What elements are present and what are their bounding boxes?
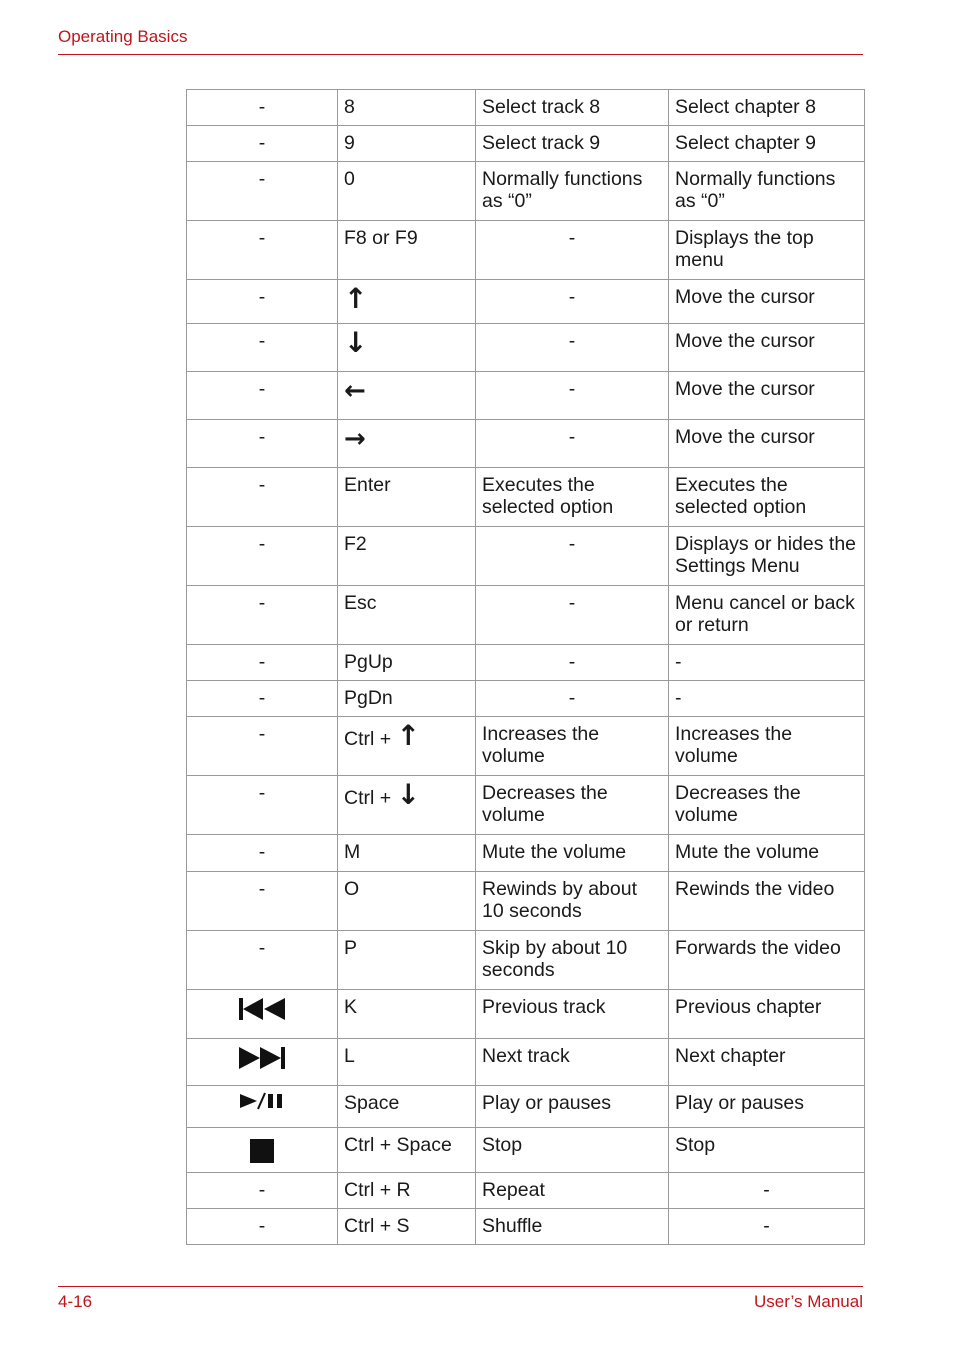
media-key-cell: [187, 1086, 338, 1128]
audio-function-cell: -: [476, 280, 669, 324]
keyboard-key-cell: P: [338, 931, 476, 990]
table-row: [187, 872, 865, 931]
audio-function-cell: Shuffle: [476, 1209, 669, 1245]
video-function-cell: Rewinds the video: [669, 872, 865, 931]
keyboard-key-cell: Ctrl + R: [338, 1173, 476, 1209]
arrow-down-icon: ↓: [396, 778, 421, 811]
table-row: [187, 324, 865, 372]
video-function-cell: Displays or hides the Settings Menu: [669, 527, 865, 586]
table-row: [187, 1086, 865, 1128]
media-key-cell: -: [187, 835, 338, 872]
audio-function-cell: -: [476, 221, 669, 280]
keyboard-key-cell: 8: [338, 90, 476, 126]
key-combo-label: Ctrl +: [344, 728, 397, 750]
media-key-cell: [187, 1039, 338, 1086]
table-row: [187, 126, 865, 162]
media-key-cell: [187, 1128, 338, 1173]
video-function-cell: -: [669, 645, 865, 681]
video-function-cell: -: [669, 681, 865, 717]
video-function-cell: Decreases the volume: [669, 776, 865, 835]
table-row: [187, 990, 865, 1039]
media-key-cell: -: [187, 420, 338, 468]
video-function-cell: -: [669, 1209, 865, 1245]
audio-function-cell: Rewinds by about 10 seconds: [476, 872, 669, 931]
audio-function-cell: Skip by about 10 seconds: [476, 931, 669, 990]
table-row: [187, 162, 865, 221]
video-function-cell: Next chapter: [669, 1039, 865, 1086]
keyboard-key-cell: 0: [338, 162, 476, 221]
audio-function-cell: Previous track: [476, 990, 669, 1039]
video-function-cell: Increases the volume: [669, 717, 865, 776]
table-row: [187, 1173, 865, 1209]
play-pause-icon: [239, 1092, 285, 1110]
video-function-cell: Move the cursor: [669, 324, 865, 372]
video-function-cell: Displays the top menu: [669, 221, 865, 280]
table-row: [187, 280, 865, 324]
media-key-cell: [187, 990, 338, 1039]
video-function-cell: Move the cursor: [669, 372, 865, 420]
media-key-cell: -: [187, 90, 338, 126]
stop-icon: [249, 1138, 275, 1164]
video-function-cell: Normally functions as “0”: [669, 162, 865, 221]
media-key-cell: -: [187, 872, 338, 931]
audio-function-cell: Select track 9: [476, 126, 669, 162]
key-function-table: [186, 89, 865, 1245]
footer-rule: [58, 1286, 863, 1287]
table-row: [187, 1209, 865, 1245]
media-key-cell: -: [187, 126, 338, 162]
table-row: [187, 1039, 865, 1086]
audio-function-cell: -: [476, 527, 669, 586]
header-rule: [58, 54, 863, 55]
arrow-left-icon: ←: [344, 376, 366, 406]
media-key-cell: -: [187, 1173, 338, 1209]
keyboard-key-cell: 9: [338, 126, 476, 162]
video-function-cell: Forwards the video: [669, 931, 865, 990]
video-function-cell: Select chapter 9: [669, 126, 865, 162]
media-key-cell: -: [187, 931, 338, 990]
keyboard-key-cell: [338, 776, 476, 835]
table-row: [187, 527, 865, 586]
keyboard-key-cell: [338, 420, 476, 468]
keyboard-key-cell: O: [338, 872, 476, 931]
keyboard-key-cell: L: [338, 1039, 476, 1086]
arrow-up-icon: ↑: [396, 719, 421, 752]
table-row: [187, 221, 865, 280]
keyboard-key-cell: K: [338, 990, 476, 1039]
video-function-cell: Select chapter 8: [669, 90, 865, 126]
media-key-cell: -: [187, 1209, 338, 1245]
audio-function-cell: Select track 8: [476, 90, 669, 126]
media-key-cell: -: [187, 527, 338, 586]
keyboard-key-cell: PgDn: [338, 681, 476, 717]
keyboard-key-cell: F8 or F9: [338, 221, 476, 280]
audio-function-cell: -: [476, 645, 669, 681]
audio-function-cell: Next track: [476, 1039, 669, 1086]
table-row: [187, 90, 865, 126]
keyboard-key-cell: [338, 280, 476, 324]
keyboard-key-cell: Enter: [338, 468, 476, 527]
audio-function-cell: -: [476, 324, 669, 372]
keyboard-key-cell: [338, 324, 476, 372]
keyboard-key-cell: PgUp: [338, 645, 476, 681]
arrow-right-icon: →: [344, 424, 366, 454]
keyboard-key-cell: M: [338, 835, 476, 872]
table-row: [187, 681, 865, 717]
media-key-cell: -: [187, 586, 338, 645]
table-row: [187, 776, 865, 835]
media-key-cell: -: [187, 372, 338, 420]
audio-function-cell: -: [476, 586, 669, 645]
audio-function-cell: Decreases the volume: [476, 776, 669, 835]
keyboard-key-cell: Ctrl + S: [338, 1209, 476, 1245]
table-row: [187, 645, 865, 681]
media-key-cell: -: [187, 280, 338, 324]
audio-function-cell: Play or pauses: [476, 1086, 669, 1128]
table-row: [187, 468, 865, 527]
video-function-cell: Previous chapter: [669, 990, 865, 1039]
table-row: [187, 717, 865, 776]
video-function-cell: Stop: [669, 1128, 865, 1173]
audio-function-cell: Executes the selected option: [476, 468, 669, 527]
arrow-down-icon: ↓: [344, 326, 368, 359]
audio-function-cell: Increases the volume: [476, 717, 669, 776]
keyboard-key-cell: Ctrl + Space: [338, 1128, 476, 1173]
video-function-cell: Menu cancel or back or return: [669, 586, 865, 645]
video-function-cell: -: [669, 1173, 865, 1209]
media-key-cell: -: [187, 324, 338, 372]
keyboard-key-cell: [338, 717, 476, 776]
audio-function-cell: Normally functions as “0”: [476, 162, 669, 221]
audio-function-cell: Mute the volume: [476, 835, 669, 872]
video-function-cell: Executes the selected option: [669, 468, 865, 527]
video-function-cell: Mute the volume: [669, 835, 865, 872]
audio-function-cell: Stop: [476, 1128, 669, 1173]
skip-forward-icon: [238, 1045, 286, 1071]
table-row: [187, 1128, 865, 1173]
video-function-cell: Move the cursor: [669, 420, 865, 468]
table-row: [187, 931, 865, 990]
media-key-cell: -: [187, 468, 338, 527]
media-key-cell: -: [187, 717, 338, 776]
media-key-cell: -: [187, 776, 338, 835]
table-row: [187, 372, 865, 420]
media-key-cell: -: [187, 221, 338, 280]
media-key-cell: -: [187, 162, 338, 221]
manual-title: User’s Manual: [754, 1292, 863, 1311]
table-row: [187, 420, 865, 468]
keyboard-key-cell: Esc: [338, 586, 476, 645]
audio-function-cell: -: [476, 420, 669, 468]
video-function-cell: Play or pauses: [669, 1086, 865, 1128]
audio-function-cell: -: [476, 372, 669, 420]
keyboard-key-cell: Space: [338, 1086, 476, 1128]
table-row: [187, 835, 865, 872]
video-function-cell: Move the cursor: [669, 280, 865, 324]
skip-back-icon: [238, 996, 286, 1022]
audio-function-cell: Repeat: [476, 1173, 669, 1209]
page-number: 4-16: [58, 1292, 93, 1311]
keyboard-key-cell: [338, 372, 476, 420]
keyboard-key-cell: F2: [338, 527, 476, 586]
table-row: [187, 586, 865, 645]
media-key-cell: -: [187, 681, 338, 717]
page-header-title: Operating Basics: [58, 27, 188, 46]
key-combo-label: Ctrl +: [344, 787, 397, 809]
arrow-up-icon: ↑: [344, 282, 368, 315]
audio-function-cell: -: [476, 681, 669, 717]
media-key-cell: -: [187, 645, 338, 681]
